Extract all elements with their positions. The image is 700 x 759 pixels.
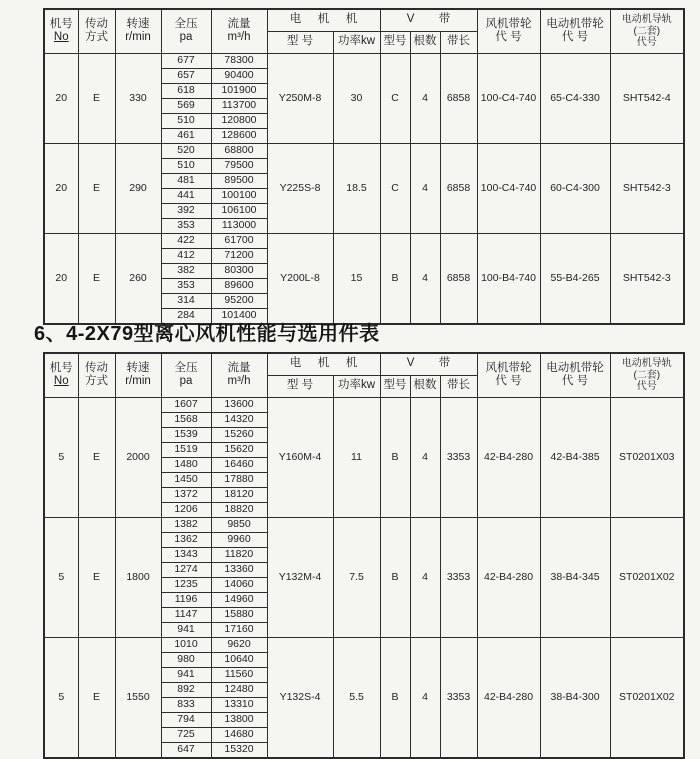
machine-no-cell: 20 <box>44 143 78 233</box>
flow-cell: 13310 <box>211 697 267 712</box>
table-body <box>44 53 684 324</box>
col-flow: 流量 m³/h <box>211 353 267 397</box>
col-pressure: 全压 pa <box>161 9 211 53</box>
pressure-cell: 833 <box>161 697 211 712</box>
col-vbelt-count: 根数 <box>410 375 440 397</box>
drive-mode-cell: E <box>78 143 115 233</box>
pressure-cell: 1010 <box>161 637 211 652</box>
pressure-cell: 657 <box>161 68 211 83</box>
section-title: 6、4-2X79型离心风机性能与选用件表 <box>34 323 380 345</box>
col-speed: 转速 r/min <box>115 9 161 53</box>
fan-spec-table-4-2x79 <box>43 352 685 759</box>
pressure-cell: 892 <box>161 682 211 697</box>
col-speed: 转速 r/min <box>115 353 161 397</box>
flow-cell: 101900 <box>211 83 267 98</box>
flow-cell: 15880 <box>211 607 267 622</box>
col-pressure: 全压 pa <box>161 353 211 397</box>
pressure-cell: 481 <box>161 173 211 188</box>
col-motor-power: 功率kw <box>333 375 380 397</box>
flow-cell: 9850 <box>211 517 267 532</box>
flow-cell: 61700 <box>211 233 267 248</box>
pressure-cell: 284 <box>161 308 211 324</box>
speed-cell: 290 <box>115 143 161 233</box>
col-motor-rail: 电动机导轨 (二套) 代号 <box>610 9 684 53</box>
col-motor-model: 型 号 <box>267 375 333 397</box>
flow-cell: 14680 <box>211 727 267 742</box>
col-vbelt-length: 带长 <box>440 31 477 53</box>
motor-pulley-code-cell: 65-C4-330 <box>540 53 610 143</box>
flow-cell: 11820 <box>211 547 267 562</box>
flow-cell: 12480 <box>211 682 267 697</box>
flow-cell: 13800 <box>211 712 267 727</box>
performance-row <box>44 637 684 652</box>
flow-cell: 15260 <box>211 427 267 442</box>
motor-model-cell: Y132M-4 <box>267 517 333 637</box>
flow-cell: 113000 <box>211 218 267 233</box>
pressure-cell: 1206 <box>161 502 211 517</box>
drive-mode-cell: E <box>78 517 115 637</box>
vbelt-length-cell: 3353 <box>440 397 477 517</box>
motor-pulley-code-cell: 60-C4-300 <box>540 143 610 233</box>
motor-model-cell: Y250M-8 <box>267 53 333 143</box>
speed-cell: 1550 <box>115 637 161 758</box>
flow-cell: 68800 <box>211 143 267 158</box>
pressure-cell: 1235 <box>161 577 211 592</box>
flow-cell: 89600 <box>211 278 267 293</box>
pressure-cell: 1607 <box>161 397 211 412</box>
flow-cell: 14320 <box>211 412 267 427</box>
flow-cell: 89500 <box>211 173 267 188</box>
motor-model-cell: Y160M-4 <box>267 397 333 517</box>
pressure-cell: 941 <box>161 667 211 682</box>
col-fan-pulley: 风机带轮 代 号 <box>477 9 540 53</box>
vbelt-count-cell: 4 <box>410 233 440 324</box>
fan-pulley-code-cell: 42-B4-280 <box>477 637 540 758</box>
vbelt-length-cell: 6858 <box>440 53 477 143</box>
drive-mode-cell: E <box>78 637 115 758</box>
flow-cell: 95200 <box>211 293 267 308</box>
col-machine-no: 机号 No <box>44 353 78 397</box>
table-header <box>44 353 684 397</box>
flow-cell: 13600 <box>211 397 267 412</box>
motor-pulley-code-cell: 55-B4-265 <box>540 233 610 324</box>
flow-cell: 71200 <box>211 248 267 263</box>
flow-cell: 100100 <box>211 188 267 203</box>
col-motor-rail: 电动机导轨 (二套) 代号 <box>610 353 684 397</box>
pressure-cell: 618 <box>161 83 211 98</box>
pressure-cell: 1480 <box>161 457 211 472</box>
performance-row <box>44 397 684 412</box>
flow-cell: 106100 <box>211 203 267 218</box>
col-motor-model: 型 号 <box>267 31 333 53</box>
flow-cell: 10640 <box>211 652 267 667</box>
pressure-cell: 510 <box>161 158 211 173</box>
motor-power-cell: 5.5 <box>333 637 380 758</box>
motor-rail-code-cell: SHT542-4 <box>610 53 684 143</box>
pressure-cell: 382 <box>161 263 211 278</box>
pressure-cell: 392 <box>161 203 211 218</box>
motor-pulley-code-cell: 42-B4-385 <box>540 397 610 517</box>
vbelt-type-cell: C <box>380 53 410 143</box>
pressure-cell: 1362 <box>161 532 211 547</box>
pressure-cell: 461 <box>161 128 211 143</box>
pressure-cell: 1343 <box>161 547 211 562</box>
flow-cell: 9620 <box>211 637 267 652</box>
speed-cell: 1800 <box>115 517 161 637</box>
flow-cell: 13360 <box>211 562 267 577</box>
motor-rail-code-cell: ST0201X03 <box>610 397 684 517</box>
flow-cell: 11560 <box>211 667 267 682</box>
motor-rail-code-cell: ST0201X02 <box>610 637 684 758</box>
flow-cell: 9960 <box>211 532 267 547</box>
vbelt-length-cell: 3353 <box>440 637 477 758</box>
col-flow: 流量 m³/h <box>211 9 267 53</box>
machine-no-cell: 20 <box>44 53 78 143</box>
motor-power-cell: 7.5 <box>333 517 380 637</box>
fan-pulley-code-cell: 42-B4-280 <box>477 517 540 637</box>
speed-cell: 2000 <box>115 397 161 517</box>
col-drive-mode: 传动 方式 <box>78 9 115 53</box>
flow-cell: 14960 <box>211 592 267 607</box>
pressure-cell: 980 <box>161 652 211 667</box>
motor-power-cell: 15 <box>333 233 380 324</box>
flow-cell: 113700 <box>211 98 267 113</box>
pressure-cell: 1147 <box>161 607 211 622</box>
drive-mode-cell: E <box>78 397 115 517</box>
vbelt-count-cell: 4 <box>410 637 440 758</box>
vbelt-type-cell: C <box>380 143 410 233</box>
pressure-cell: 677 <box>161 53 211 68</box>
pressure-cell: 1196 <box>161 592 211 607</box>
machine-no-cell: 20 <box>44 233 78 324</box>
pressure-cell: 1274 <box>161 562 211 577</box>
vbelt-type-cell: B <box>380 233 410 324</box>
flow-cell: 18120 <box>211 487 267 502</box>
vbelt-count-cell: 4 <box>410 53 440 143</box>
col-vbelt-model: 型号 <box>380 31 410 53</box>
table-body <box>44 397 684 758</box>
flow-cell: 128600 <box>211 128 267 143</box>
col-motor-group: 电 机 机 <box>267 353 380 375</box>
fan-spec-table-top <box>43 8 685 325</box>
flow-cell: 120800 <box>211 113 267 128</box>
col-motor-power: 功率kw <box>333 31 380 53</box>
flow-cell: 17880 <box>211 472 267 487</box>
col-vbelt-group: V 带 <box>380 9 477 31</box>
flow-cell: 17160 <box>211 622 267 637</box>
flow-cell: 79500 <box>211 158 267 173</box>
machine-no-cell: 5 <box>44 637 78 758</box>
pressure-cell: 314 <box>161 293 211 308</box>
col-motor-group: 电 机 机 <box>267 9 380 31</box>
motor-model-cell: Y132S-4 <box>267 637 333 758</box>
pressure-cell: 1450 <box>161 472 211 487</box>
vbelt-count-cell: 4 <box>410 143 440 233</box>
pressure-cell: 422 <box>161 233 211 248</box>
motor-pulley-code-cell: 38-B4-300 <box>540 637 610 758</box>
vbelt-length-cell: 3353 <box>440 517 477 637</box>
motor-rail-code-cell: ST0201X02 <box>610 517 684 637</box>
fan-pulley-code-cell: 100-B4-740 <box>477 233 540 324</box>
motor-power-cell: 11 <box>333 397 380 517</box>
performance-row <box>44 143 684 158</box>
pressure-cell: 353 <box>161 278 211 293</box>
drive-mode-cell: E <box>78 53 115 143</box>
fan-pulley-code-cell: 100-C4-740 <box>477 53 540 143</box>
pressure-cell: 1568 <box>161 412 211 427</box>
col-drive-mode: 传动 方式 <box>78 353 115 397</box>
pressure-cell: 794 <box>161 712 211 727</box>
pressure-cell: 569 <box>161 98 211 113</box>
motor-rail-code-cell: SHT542-3 <box>610 233 684 324</box>
machine-no-cell: 5 <box>44 517 78 637</box>
motor-model-cell: Y225S-8 <box>267 143 333 233</box>
performance-row <box>44 517 684 532</box>
col-motor-pulley: 电动机带轮 代 号 <box>540 9 610 53</box>
motor-power-cell: 30 <box>333 53 380 143</box>
flow-cell: 101400 <box>211 308 267 324</box>
flow-cell: 16460 <box>211 457 267 472</box>
flow-cell: 90400 <box>211 68 267 83</box>
col-vbelt-model: 型号 <box>380 375 410 397</box>
motor-pulley-code-cell: 38-B4-345 <box>540 517 610 637</box>
pressure-cell: 1372 <box>161 487 211 502</box>
pressure-cell: 412 <box>161 248 211 263</box>
speed-cell: 260 <box>115 233 161 324</box>
machine-no-cell: 5 <box>44 397 78 517</box>
pressure-cell: 725 <box>161 727 211 742</box>
col-machine-no: 机号 No <box>44 9 78 53</box>
pressure-cell: 1382 <box>161 517 211 532</box>
col-motor-pulley: 电动机带轮 代 号 <box>540 353 610 397</box>
vbelt-type-cell: B <box>380 517 410 637</box>
fan-pulley-code-cell: 100-C4-740 <box>477 143 540 233</box>
fan-pulley-code-cell: 42-B4-280 <box>477 397 540 517</box>
col-vbelt-group: V 带 <box>380 353 477 375</box>
speed-cell: 330 <box>115 53 161 143</box>
drive-mode-cell: E <box>78 233 115 324</box>
vbelt-type-cell: B <box>380 397 410 517</box>
col-vbelt-count: 根数 <box>410 31 440 53</box>
flow-cell: 15620 <box>211 442 267 457</box>
performance-row <box>44 233 684 248</box>
flow-cell: 18820 <box>211 502 267 517</box>
pressure-cell: 441 <box>161 188 211 203</box>
pressure-cell: 941 <box>161 622 211 637</box>
flow-cell: 15320 <box>211 742 267 758</box>
pressure-cell: 1539 <box>161 427 211 442</box>
performance-row <box>44 53 684 68</box>
vbelt-count-cell: 4 <box>410 397 440 517</box>
pressure-cell: 1519 <box>161 442 211 457</box>
col-fan-pulley: 风机带轮 代 号 <box>477 353 540 397</box>
vbelt-type-cell: B <box>380 637 410 758</box>
flow-cell: 80300 <box>211 263 267 278</box>
motor-model-cell: Y200L-8 <box>267 233 333 324</box>
flow-cell: 78300 <box>211 53 267 68</box>
motor-power-cell: 18.5 <box>333 143 380 233</box>
pressure-cell: 510 <box>161 113 211 128</box>
pressure-cell: 647 <box>161 742 211 758</box>
motor-rail-code-cell: SHT542-3 <box>610 143 684 233</box>
pressure-cell: 520 <box>161 143 211 158</box>
vbelt-length-cell: 6858 <box>440 233 477 324</box>
vbelt-count-cell: 4 <box>410 517 440 637</box>
flow-cell: 14060 <box>211 577 267 592</box>
pressure-cell: 353 <box>161 218 211 233</box>
table-header <box>44 9 684 53</box>
col-vbelt-length: 带长 <box>440 375 477 397</box>
vbelt-length-cell: 6858 <box>440 143 477 233</box>
